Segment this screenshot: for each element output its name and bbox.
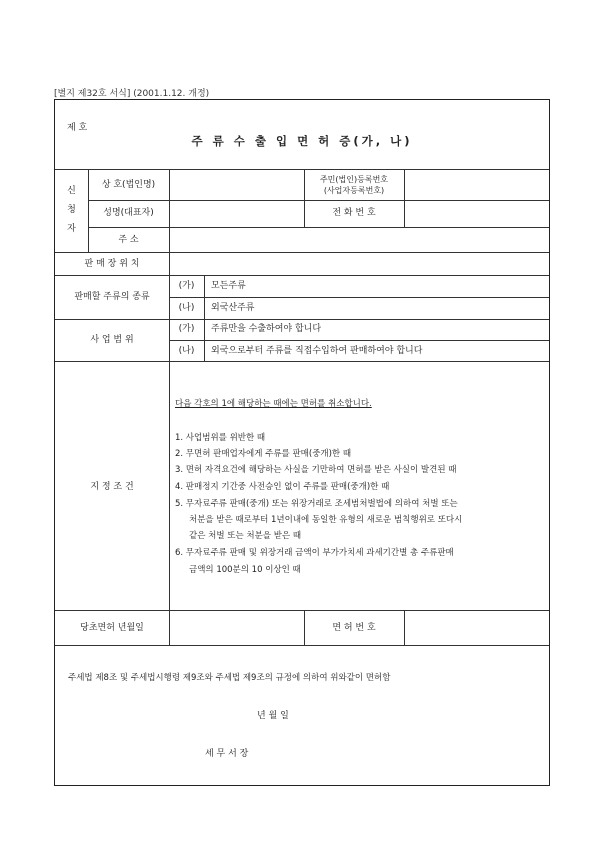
first-license-date-label: 당초면허 년월일 (80, 623, 144, 633)
conditions-notice: 다음 각호의 1에 해당하는 때에는 면허를 취소합니다. (175, 399, 372, 409)
row-divider (88, 227, 549, 228)
scope-option-text-a: 주류만을 수출하여야 합니다 (211, 324, 322, 334)
row-divider (55, 275, 549, 276)
tax-office-head: 세 무 서 장 (205, 749, 249, 759)
row-divider (169, 297, 549, 298)
applicant-label-3: 자 (67, 224, 76, 234)
sales-location-label: 판 매 장 위 치 (84, 259, 140, 269)
applicant-label-1: 신 (67, 186, 76, 196)
row-divider (55, 645, 549, 646)
legal-statement: 주세법 제8조 및 주세법시행령 제9조와 주세법 제9조의 규정에 의하여 위와같이 면허함 (68, 673, 391, 683)
col-divider (204, 275, 205, 361)
condition-item-2: 2. 무면허 판매업자에게 주류를 판매(중개)한 때 (175, 449, 352, 459)
liquor-option-mark-a: (가) (178, 281, 195, 291)
trade-name-label: 상 호(법인명) (101, 180, 156, 190)
row-divider (169, 340, 549, 341)
liquor-option-text-a: 모든주류 (211, 281, 246, 291)
condition-item-6: 6. 무자료주류 판매 및 위장거래 금액이 부가가치세 과세기간별 총 주류판매 (175, 548, 454, 558)
conditions-label: 지 정 조 건 (90, 482, 134, 492)
row-divider (55, 610, 549, 611)
scope-option-mark-a: (가) (178, 324, 195, 334)
condition-item-5-cont1: 처분을 받은 때로부터 1년이내에 동일한 유형의 새로운 범칙행위로 또다시 (189, 515, 463, 525)
row-divider (88, 200, 549, 201)
row-divider (55, 319, 549, 320)
row-divider (55, 169, 549, 170)
scope-option-mark-b: (나) (178, 346, 195, 356)
condition-item-6-cont: 금액의 100분의 10 이상인 때 (189, 565, 301, 575)
condition-item-5-cont2: 같은 처벌 또는 처분을 받은 때 (189, 531, 302, 541)
condition-item-5: 5. 무자료주류 판매(중개) 또는 위장거래로 조세범처벌법에 의하여 처벌 또는 (175, 499, 458, 509)
condition-item-3: 3. 면허 자격요건에 해당하는 사실을 기만하여 면허를 받은 사실이 발견된 때 (175, 465, 457, 475)
liquor-option-text-b: 외국산주류 (211, 303, 255, 313)
form-title: 주 류 수 출 입 면 허 증(가, 나) (191, 134, 413, 148)
license-form (54, 99, 550, 786)
scope-option-text-b: 외국으로부터 주류를 직접수입하여 판매하여야 합니다 (211, 346, 423, 356)
row-divider (55, 361, 549, 362)
col-divider (169, 169, 170, 645)
representative-name-label: 성명(대표자) (103, 208, 154, 218)
reg-no-label-line2: (사업자등록번호) (323, 186, 385, 195)
license-number-label: 면 허 번 호 (332, 623, 376, 633)
liquor-option-mark-b: (나) (178, 303, 195, 313)
applicant-label-2: 청 (67, 205, 76, 215)
condition-item-4: 4. 판매정지 기간중 사전승인 없이 주류를 판매(중개)한 때 (175, 482, 390, 492)
condition-item-1: 1. 사업범위를 위반한 때 (175, 433, 266, 443)
form-caption: [별지 제32호 서식] (2001.1.12. 개정) (54, 89, 210, 99)
reg-no-label-line1: 주민(법인)등록번호 (319, 175, 389, 184)
phone-label: 전 화 번 호 (332, 208, 376, 218)
liquor-type-label: 판매할 주류의 종류 (74, 292, 150, 302)
address-label: 주 소 (118, 235, 139, 245)
business-scope-label: 사 업 범 위 (90, 335, 134, 345)
form-number-label: 제 호 (67, 123, 88, 133)
col-divider (404, 169, 405, 227)
issue-date: 년 월 일 (257, 711, 289, 721)
col-divider (404, 610, 405, 645)
row-divider (55, 252, 549, 253)
